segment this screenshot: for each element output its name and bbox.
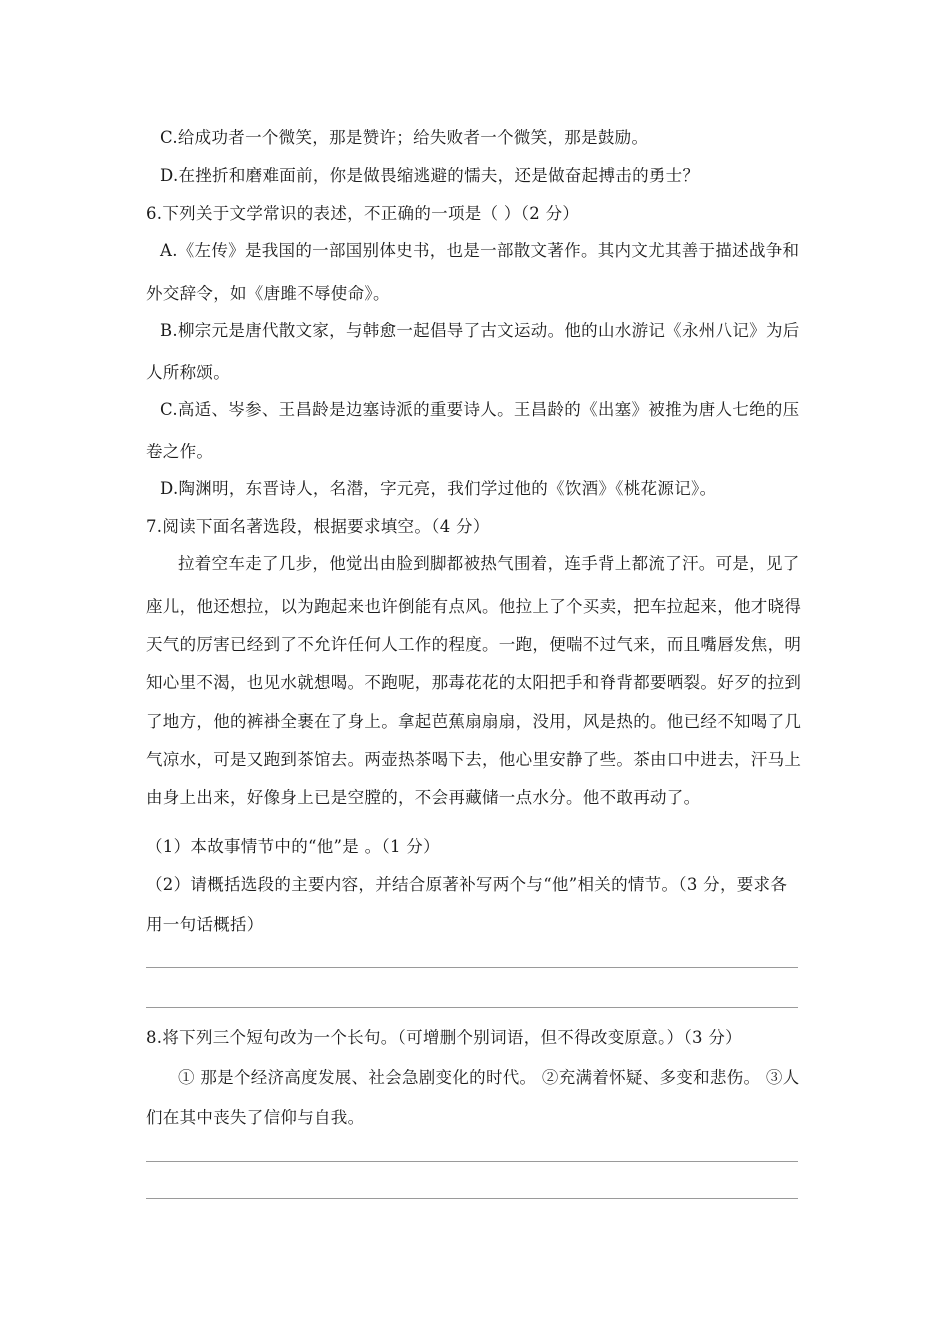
q7-answer-line-1[interactable] bbox=[146, 967, 798, 968]
q7-sub2-line2: 用一句话概括） bbox=[146, 915, 264, 934]
q6-option-b-line1: B.柳宗元是唐代散文家，与韩愈一起倡导了古文运动。他的山水游记《永州八记》为后 bbox=[160, 321, 800, 340]
q8-answer-line-2[interactable] bbox=[146, 1198, 798, 1199]
q6-option-c-line1: C.高适、岑参、王昌龄是边塞诗派的重要诗人。王昌龄的《出塞》被推为唐人七绝的压 bbox=[160, 400, 800, 419]
q6-option-a-line2: 外交辞令，如《唐雎不辱使命》。 bbox=[146, 284, 390, 303]
q6-option-d: D.陶渊明，东晋诗人，名潜，字元亮，我们学过他的《饮酒》《桃花源记》。 bbox=[160, 479, 717, 498]
q8-sentences-line2: 们在其中丧失了信仰与自我。 bbox=[146, 1108, 365, 1127]
q7-sub2-line1: （2）请概括选段的主要内容，并结合原著补写两个与“他”相关的情节。（3 分，要求各 bbox=[146, 875, 788, 894]
q6-option-b-line2: 人所称颂。 bbox=[146, 363, 230, 382]
q7-sub1: （1）本故事情节中的“他”是 。（1 分） bbox=[146, 837, 440, 856]
q5-option-d: D.在挫折和磨难面前，你是做畏缩逃避的懦夫，还是做奋起搏击的勇士？ bbox=[160, 166, 700, 185]
q8-sentences-line1: ① 那是个经济高度发展、社会急剧变化的时代。 ②充满着怀疑、多变和悲伤。 ③人 bbox=[178, 1068, 800, 1087]
q5-option-c: C.给成功者一个微笑，那是赞许；给失败者一个微笑，那是鼓励。 bbox=[160, 128, 649, 147]
q7-passage-line: 天气的厉害已经到了不允许任何人工作的程度。一跑，便喘不过气来，而且嘴唇发焦，明 bbox=[146, 635, 802, 654]
q8-stem: 8.将下列三个短句改为一个长句。（可增删个别词语，但不得改变原意。）（3 分） bbox=[146, 1028, 742, 1047]
q6-stem: 6.下列关于文学常识的表述，不正确的一项是（ ）（2 分） bbox=[146, 204, 580, 223]
q7-passage-line: 知心里不渴，也见水就想喝。不跑呢，那毒花花的太阳把手和脊背都要晒裂。好歹的拉到 bbox=[146, 673, 802, 692]
q7-passage-line: 气凉水，可是又跑到茶馆去。两壶热茶喝下去，他心里安静了些。茶由口中进去，汗马上 bbox=[146, 750, 802, 769]
q7-passage-line: 由身上出来，好像身上已是空膛的，不会再藏储一点水分。他不敢再动了。 bbox=[146, 788, 701, 807]
q6-option-a-line1: A.《左传》是我国的一部国别体史书，也是一部散文著作。其内文尤其善于描述战争和 bbox=[160, 241, 800, 260]
q7-passage-line: 了地方，他的裤褂全裹在了身上。拿起芭蕉扇扇扇，没用，风是热的。他已经不知喝了几 bbox=[146, 712, 802, 731]
q7-passage-line: 拉着空车走了几步，他觉出由脸到脚都被热气围着，连手背上都流了汗。可是，见了 bbox=[178, 554, 800, 573]
q7-passage-line: 座儿，他还想拉，以为跑起来也许倒能有点风。他拉上了个买卖，把车拉起来，他才晓得 bbox=[146, 597, 802, 616]
q6-option-c-line2: 卷之作。 bbox=[146, 442, 214, 461]
q8-answer-line-1[interactable] bbox=[146, 1161, 798, 1162]
q7-stem: 7.阅读下面名著选段，根据要求填空。（4 分） bbox=[146, 517, 490, 536]
q7-answer-line-2[interactable] bbox=[146, 1007, 798, 1008]
